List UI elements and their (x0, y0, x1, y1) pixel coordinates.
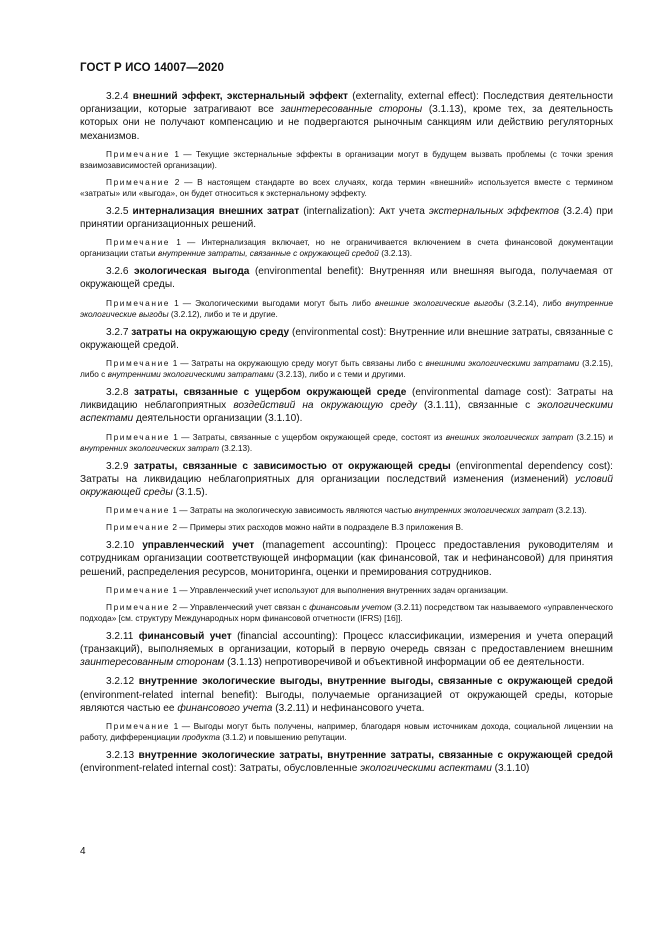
text-run: 1 — Текущие экстернальные эффекты в организации могут в будущем вызвать проблемы (с точки зрения взаимозависимостей организации). (80, 148, 613, 170)
term-name: затраты на окружающую среду (131, 326, 290, 338)
term-reference: внутренние затраты, связанные с окружающей средой (158, 248, 379, 259)
text-run: (3.2.13), либо и с теми и другими. (273, 369, 406, 380)
term-definition (80, 460, 613, 500)
note-paragraph (80, 432, 613, 454)
term-name: управленческий учет (142, 540, 255, 552)
term-reference: экологическими аспектами (80, 400, 613, 425)
term-reference: заинтересованным сторонам (80, 657, 225, 669)
term-name: затраты, связанные с ущербом окружающей среде (134, 387, 407, 399)
term-definition (80, 326, 613, 352)
note-paragraph (80, 522, 613, 533)
note-paragraph (80, 585, 613, 596)
term-reference: внутренними экологическими затратами (107, 369, 274, 380)
term-definition (80, 630, 613, 670)
text-run: 1 — Управленческий учет используют для выполнения внутренних задач организации. (170, 584, 509, 595)
text-run: (environment-related internal cost): Затраты, обусловленные (80, 763, 361, 775)
text-run: 3.2.10 (106, 540, 143, 552)
note-paragraph (80, 721, 613, 743)
text-run: (3.1.13), кроме тех, за деятельность которых они не получают компенсацию и не подвергаются рыночным санкциям или действию регуляторных механизмов. (80, 104, 614, 142)
term-definition (80, 749, 613, 775)
text-run: (3.2.4) при принятии организационных решений. (80, 205, 613, 231)
note-label: Примечание (106, 148, 171, 159)
term-reference: внутренних экологических затрат (80, 442, 220, 453)
text-run: 3.2.9 (106, 460, 134, 472)
text-run: (financial accounting): Процесс классификации, измерения и учета операций (транзакций), выполняемых в организации, который в первую очередь связан с предоставлением внешним (80, 630, 613, 656)
note-paragraph (80, 505, 613, 516)
text-run: 3.2.4 (106, 91, 133, 102)
text-run: 2 — В настоящем стандарте во всех случаях, когда термин «внешний» используется вместе с термином «затраты» или «выгода», он будет относиться к экстернальному эффекту. (80, 176, 613, 198)
term-reference: заинтересованные стороны (280, 104, 423, 116)
text-run: 1 — Экологическими выгодами могут быть либо (170, 297, 375, 308)
text-run: 3.2.5 (106, 205, 133, 217)
text-run: 1 — Затраты, связанные с ущербом окружающей среде, состоят из (170, 431, 446, 442)
text-run: 3.2.8 (106, 387, 135, 399)
text-run: (3.1.5). (172, 487, 208, 499)
term-name: внешний эффект, экстернальный эффект (132, 91, 348, 102)
term-definition (80, 539, 613, 579)
document-body (80, 90, 613, 781)
term-name: интернализация внешних затрат (132, 205, 300, 217)
term-reference: финансовым учетом (309, 601, 392, 612)
term-name: внутренние экологические выгоды, внутренние выгоды, связанные с окружающей средой (138, 676, 613, 688)
term-reference: внутренние экологические выгоды (80, 297, 613, 319)
note-label: Примечание (106, 601, 171, 612)
term-definition (80, 90, 613, 143)
term-name: финансовый учет (138, 630, 232, 642)
term-reference: внутренних экологических затрат (414, 505, 554, 516)
text-run: (3.2.14), либо (503, 297, 566, 308)
note-paragraph (80, 149, 613, 171)
term-reference: внешними экологическими затратами (425, 358, 580, 369)
note-label: Примечание (106, 431, 171, 442)
text-run: 3.2.13 (106, 750, 139, 762)
term-name: экологическая выгода (134, 266, 250, 278)
note-label: Примечание (106, 297, 171, 308)
term-reference: продукта (182, 732, 221, 743)
page-number: 4 (80, 846, 86, 857)
document-header-title: ГОСТ Р ИСО 14007—2020 (80, 62, 225, 74)
text-run: (internalization): Акт учета (299, 205, 429, 217)
note-label: Примечание (106, 721, 171, 732)
note-paragraph (80, 358, 613, 380)
note-label: Примечание (106, 237, 171, 248)
text-run: (management accounting): Процесс предоставления руководителям и сотрудникам организации соответствующей информации (как финансовой, так и нефинансовой) для принятия решений, распределения ресурсов, мониторинга, оценки и премирования сотрудников. (80, 540, 613, 578)
text-run: 3.2.7 (106, 326, 132, 338)
text-run: (3.2.11) посредством так называемого «управленческого подхода» [см. структуру Международных норм финансовой отчетности (IFRS) [16]]. (80, 601, 614, 623)
text-run: (3.2.15), либо с (80, 358, 613, 380)
text-run: (3.2.12), либо и те и другие. (168, 308, 278, 319)
text-run: 1 — Затраты на экологическую зависимость являются частью (170, 505, 415, 516)
text-run: 3.2.12 (106, 676, 139, 688)
term-reference: экологическими аспектами (360, 763, 492, 775)
note-paragraph (80, 177, 613, 199)
text-run: (3.1.11), связанные с (416, 400, 538, 412)
text-run: 2 — Примеры этих расходов можно найти в подразделе В.3 приложения В. (170, 522, 464, 533)
term-reference: внешние экологические выгоды (374, 297, 504, 308)
term-reference: условий окружающей среды (80, 473, 613, 499)
term-definition (80, 205, 613, 231)
term-definition (80, 675, 613, 715)
term-definition (80, 386, 613, 426)
note-paragraph (80, 298, 613, 320)
text-run: (3.2.15) и (573, 431, 614, 442)
text-run: (3.1.10) (491, 763, 530, 775)
text-run: деятельности организации (3.1.10). (133, 413, 303, 425)
text-run: (3.2.11) и нефинансового учета. (272, 702, 425, 714)
text-run: (3.1.13) непротиворечивой и объективной информации об ее деятельности. (224, 657, 585, 669)
term-name: внутренние экологические затраты, внутренние затраты, связанные с окружающей средой (138, 750, 613, 762)
note-paragraph (80, 602, 613, 624)
text-run: (environment-related internal benefit): Выгоды, получаемые организацией от окружающей среды, которые являются частью ее (80, 689, 613, 714)
term-name: затраты, связанные с зависимостью от окружающей среды (133, 460, 451, 472)
note-label: Примечание (106, 358, 171, 369)
term-reference: воздействий на окружающую среду (233, 400, 417, 412)
text-run: (environmental cost): Внутренние или внешние затраты, связанные с окружающей средой. (80, 326, 613, 351)
note-label: Примечание (106, 584, 171, 595)
text-run: (environmental dependency cost): Затраты на ликвидацию неблагоприятных для организации последствий изменения (изменений) (80, 460, 613, 485)
term-reference: финансового учета (177, 702, 273, 714)
text-run: 3.2.6 (106, 266, 135, 278)
text-run: 2 — Управленческий учет связан с (170, 601, 310, 612)
text-run: (3.2.13). (219, 442, 253, 453)
note-label: Примечание (106, 505, 171, 516)
term-definition (80, 265, 613, 291)
text-run: 3.2.11 (106, 630, 139, 642)
text-run: 1 — Выгоды могут быть получены, например, благодаря новым источникам дохода, социальной лицензии на работу, дифференциации (80, 721, 613, 743)
term-reference: внешних экологических затрат (445, 431, 574, 442)
term-reference: экстернальных эффектов (428, 205, 559, 217)
text-run: (environmental benefit): Внутренняя или внешняя выгода, получаемая от окружающей среды. (80, 266, 613, 291)
text-run: 1 — Интернализация включает, но не ограничивается включением в счета финансовой документации организации статьи (80, 237, 613, 259)
text-run: (externality, external effect): Последствия деятельности организации, которые затрагивают все (80, 91, 613, 116)
note-paragraph (80, 237, 613, 259)
text-run: 1 — Затраты на окружающую среду могут быть связаны либо с (170, 358, 426, 369)
text-run: (3.1.2) и повышению репутации. (220, 732, 347, 743)
text-run: (3.2.13). (553, 505, 587, 516)
note-label: Примечание (106, 176, 171, 187)
note-label: Примечание (106, 522, 171, 533)
text-run: (environmental damage cost): Затраты на ликвидацию неблагоприятных (80, 387, 613, 412)
text-run: (3.2.13). (378, 248, 413, 259)
